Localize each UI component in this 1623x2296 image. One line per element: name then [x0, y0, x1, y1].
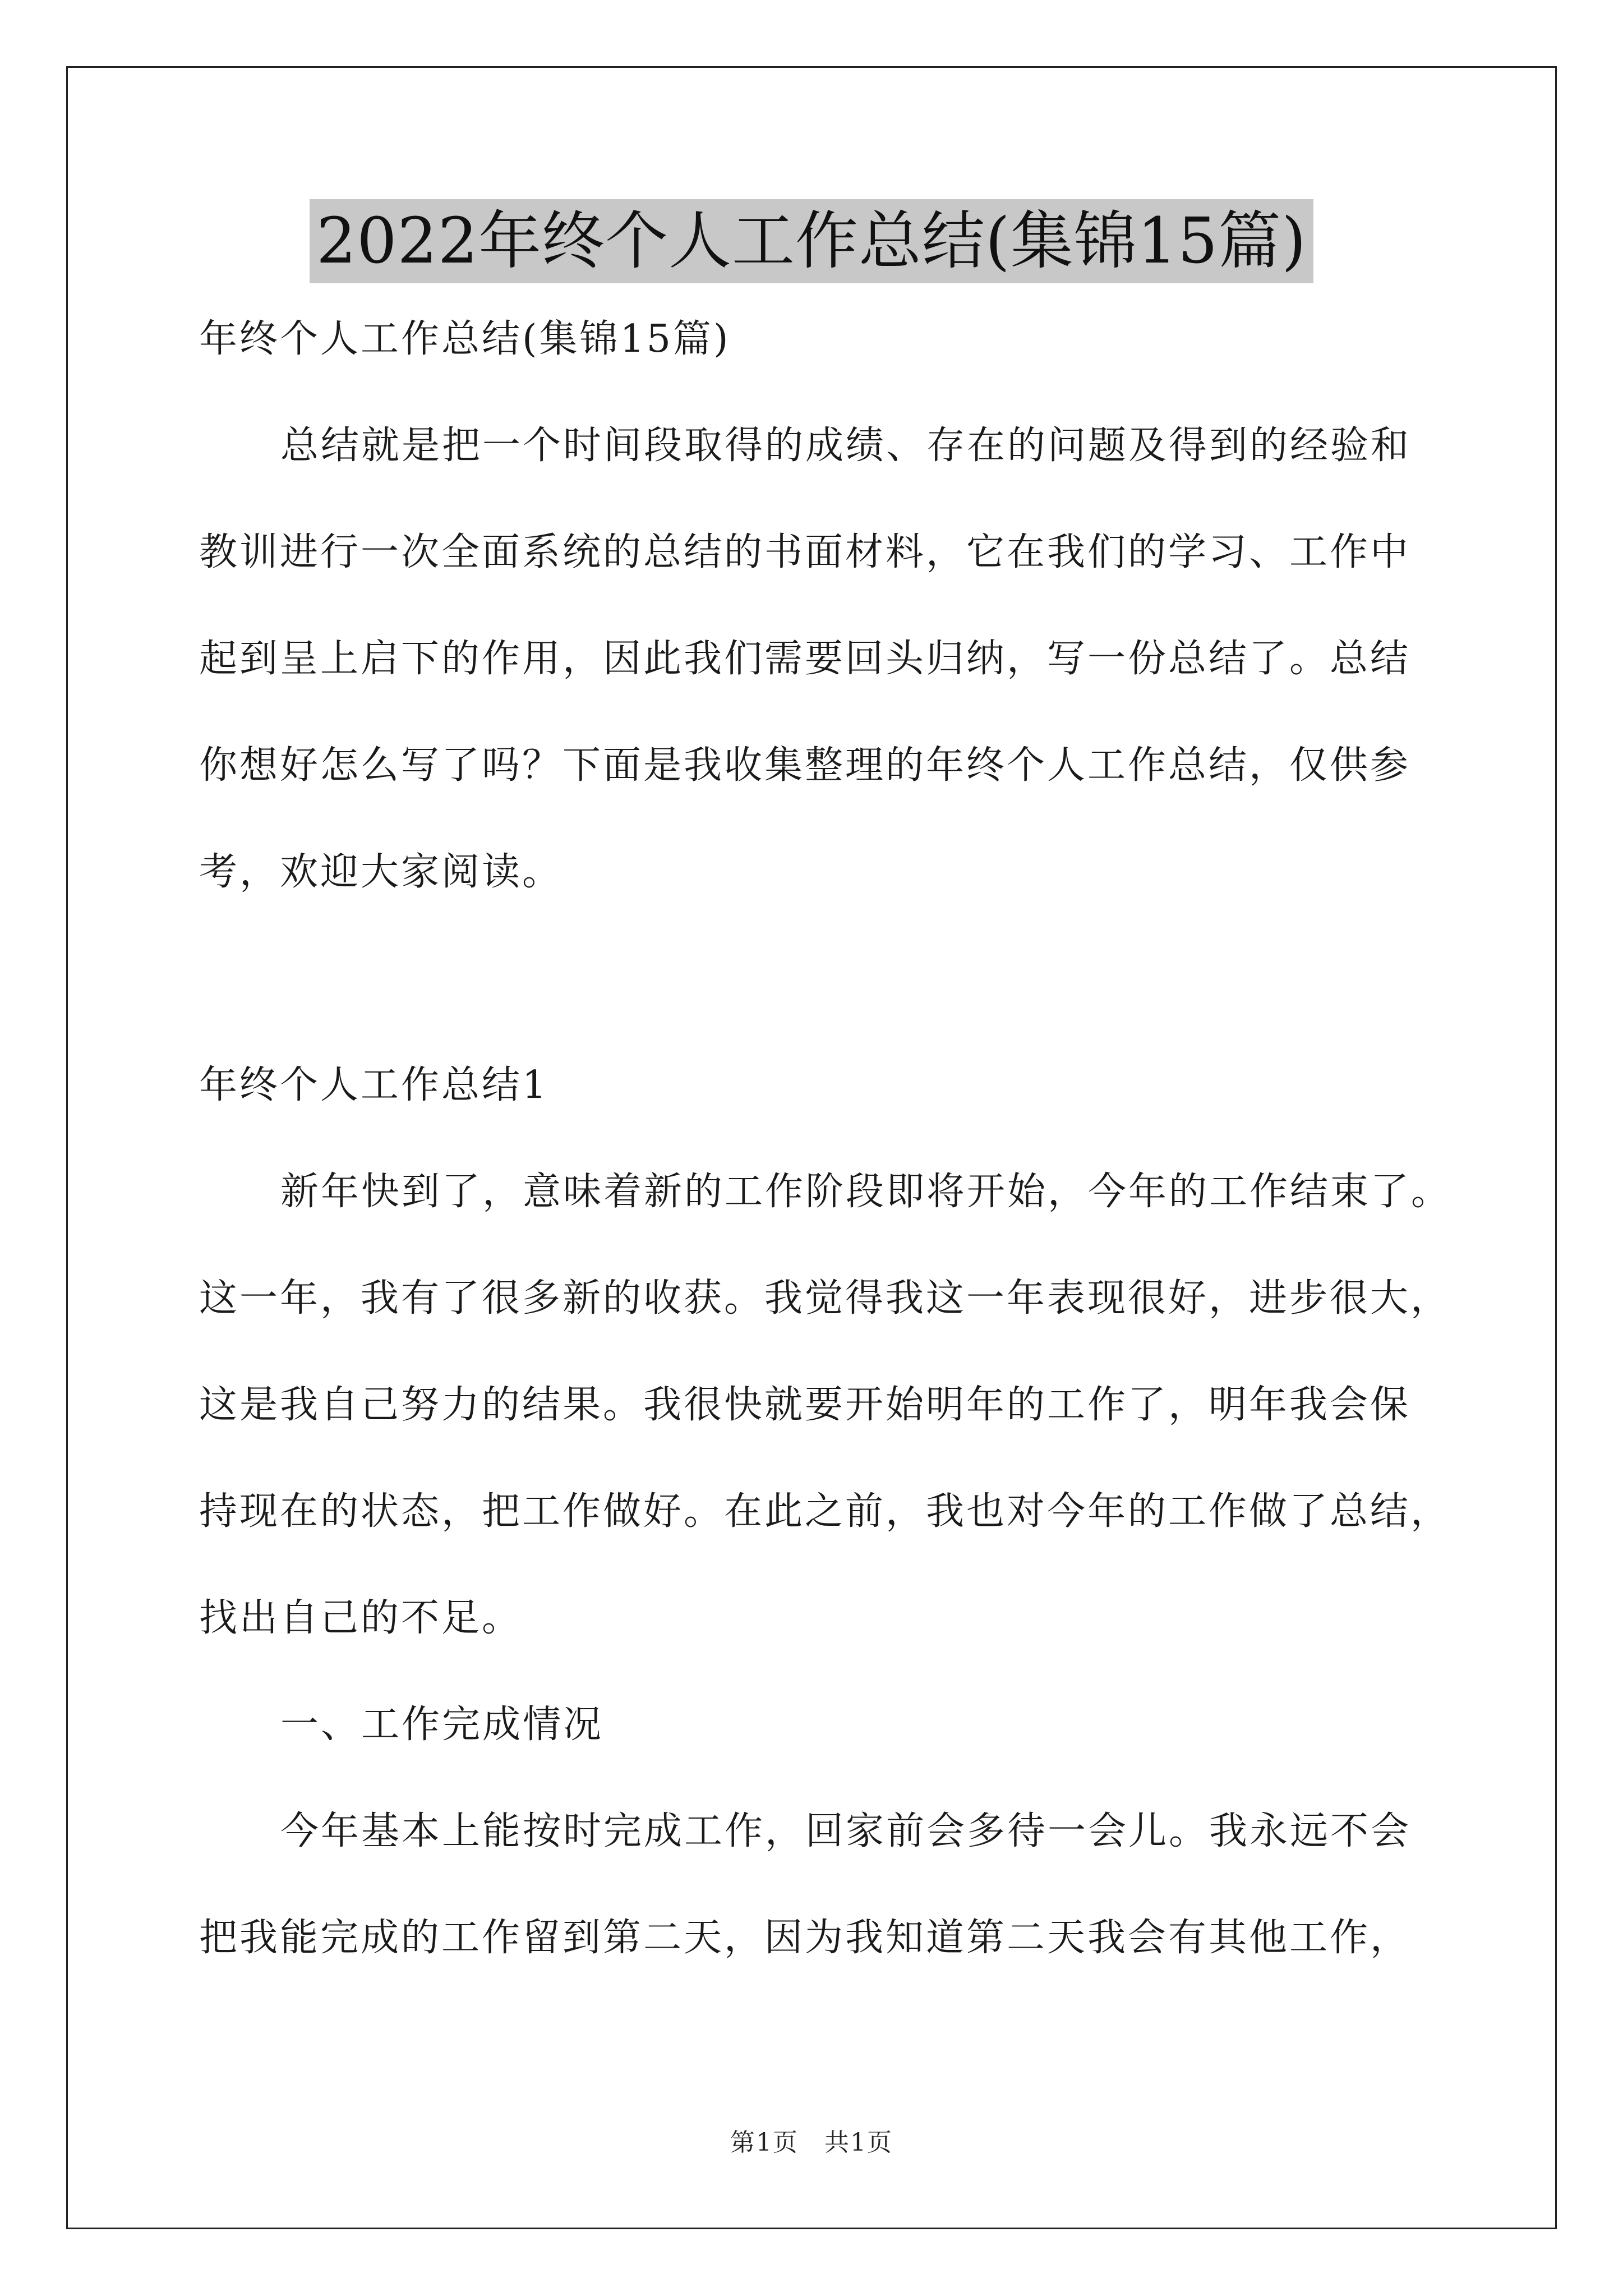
paragraph-line: 今年基本上能按时完成工作，回家前会多待一会儿。我永远不会: [280, 1809, 1412, 1853]
paragraph-line: 总结就是把一个时间段取得的成绩、存在的问题及得到的经验和: [280, 424, 1412, 468]
paragraph-line: 这一年，我有了很多新的收获。我觉得我这一年表现很好，进步很大，: [199, 1276, 1451, 1320]
document-body: [199, 306, 1455, 2011]
section-heading: 年终个人工作总结1: [199, 1063, 549, 1107]
paragraph-line: 持现在的状态，把工作做好。在此之前，我也对今年的工作做了总结，: [199, 1489, 1451, 1534]
paragraph-line: 起到呈上启下的作用，因此我们需要回头归纳，写一份总结了。总结: [199, 637, 1411, 681]
title-container: [0, 199, 1623, 283]
subtitle: 年终个人工作总结(集锦15篇): [199, 317, 731, 361]
sub-heading: 一、工作完成情况: [280, 1703, 604, 1747]
page-footer: 第1页 共1页: [730, 2128, 893, 2157]
paragraph-line: 教训进行一次全面系统的总结的书面材料，它在我们的学习、工作中: [199, 530, 1411, 574]
paragraph-line: 找出自己的不足。: [199, 1596, 523, 1640]
paragraph-line: 考，欢迎大家阅读。: [199, 850, 563, 894]
document-title: 2022年终个人工作总结(集锦15篇): [310, 199, 1313, 283]
paragraph-line: 把我能完成的工作留到第二天，因为我知道第二天我会有其他工作，: [199, 1916, 1411, 1960]
paragraph-line: 你想好怎么写了吗？下面是我收集整理的年终个人工作总结，仅供参: [199, 743, 1411, 788]
paragraph-spacer: [199, 945, 1455, 1052]
paragraph-line: 新年快到了，意味着新的工作阶段即将开始，今年的工作结束了。: [280, 1170, 1452, 1214]
paragraph-line: 这是我自己努力的结果。我很快就要开始明年的工作了，明年我会保: [199, 1383, 1411, 1427]
